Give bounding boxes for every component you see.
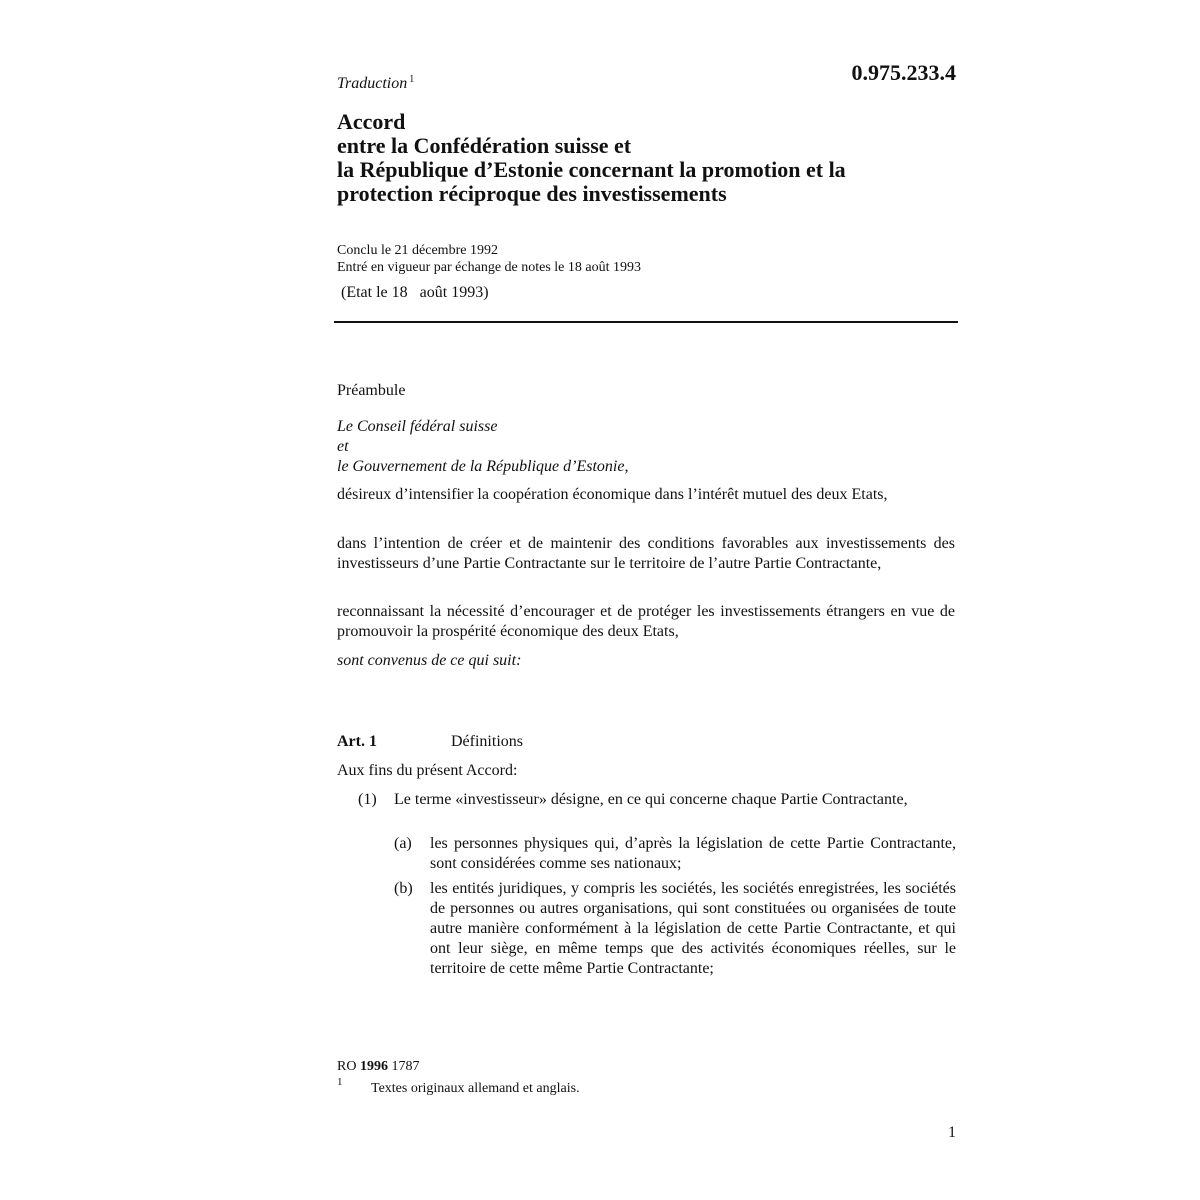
preamble-paragraph-3: reconnaissant la nécessité d’encourager et de protéger les investissements étrangers en vue de promouvoir la prospérité économique des deux Etats, <box>337 603 955 640</box>
article-heading: Définitions <box>451 733 523 750</box>
header-divider <box>334 321 958 323</box>
translation-text: Traduction <box>337 75 408 92</box>
footnote-text: Textes originaux allemand et anglais. <box>371 1081 580 1096</box>
item-b-number: (b) <box>394 880 413 897</box>
item-b-text: les entités juridiques, y compris les sociétés, les sociétés enregistrées, les sociétés de personnes ou autres organisations, qui sont constituées ou organisées de toute autre manière conformément à la législation de cette Partie Contractante, et qui ont leur siège, en même temps que des activités économiques réelles, sur le territoire de cette même Partie Contractante; <box>430 880 956 977</box>
title-line-1: Accord <box>337 109 406 134</box>
item-a-number: (a) <box>394 835 412 852</box>
concluded-date: Conclu le 21 décembre 1992 <box>337 243 498 258</box>
state-date: (Etat le 18 août 1993) <box>341 284 489 301</box>
in-force-date: Entré en vigueur par échange de notes le 18 août 1993 <box>337 260 642 275</box>
preamble-heading: Préambule <box>337 382 406 399</box>
document-title <box>337 110 957 206</box>
page-number: 1 <box>948 1124 956 1141</box>
ro-reference <box>337 1059 419 1075</box>
party-estonia: le Gouvernement de la République d’Estonie, <box>337 458 629 475</box>
preamble-closing: sont convenus de ce qui suit: <box>337 652 522 669</box>
article-intro: Aux fins du présent Accord: <box>337 762 518 779</box>
party-switzerland: Le Conseil fédéral suisse <box>337 418 498 435</box>
item-a-text: les personnes physiques qui, d’après la législation de cette Partie Contractante, sont considérées comme ses nationaux; <box>430 835 956 872</box>
title-line-4: protection réciproque des investissements <box>337 181 727 206</box>
ro-year: 1996 <box>359 1059 388 1074</box>
translation-label <box>337 74 414 93</box>
item-1-number: (1) <box>358 791 377 808</box>
party-conjunction: et <box>337 438 349 455</box>
ro-prefix: RO <box>337 1059 357 1074</box>
footnote-ref[interactable]: 1 <box>409 74 415 85</box>
contracting-parties <box>337 417 955 477</box>
preamble-paragraph-1: désireux d’intensifier la coopération économique dans l’intérêt mutuel des deux Etats, <box>337 486 888 503</box>
ro-page: 1787 <box>391 1059 420 1074</box>
item-1-text: Le terme «investisseur» désigne, en ce qui concerne chaque Partie Contractante, <box>394 791 908 808</box>
title-line-3: la République d’Estonie concernant la promotion et la <box>337 157 846 182</box>
article-number: Art. 1 <box>337 733 377 750</box>
sr-number: 0.975.233.4 <box>851 60 956 85</box>
footnote-number: 1 <box>337 1076 343 1088</box>
preamble-paragraph-2: dans l’intention de créer et de maintenir des conditions favorables aux investissements des investisseurs d’une Partie Contractante sur le territoire de l’autre Partie Contractante, <box>337 535 955 572</box>
document-meta <box>337 242 641 276</box>
title-line-2: entre la Confédération suisse et <box>337 133 632 158</box>
